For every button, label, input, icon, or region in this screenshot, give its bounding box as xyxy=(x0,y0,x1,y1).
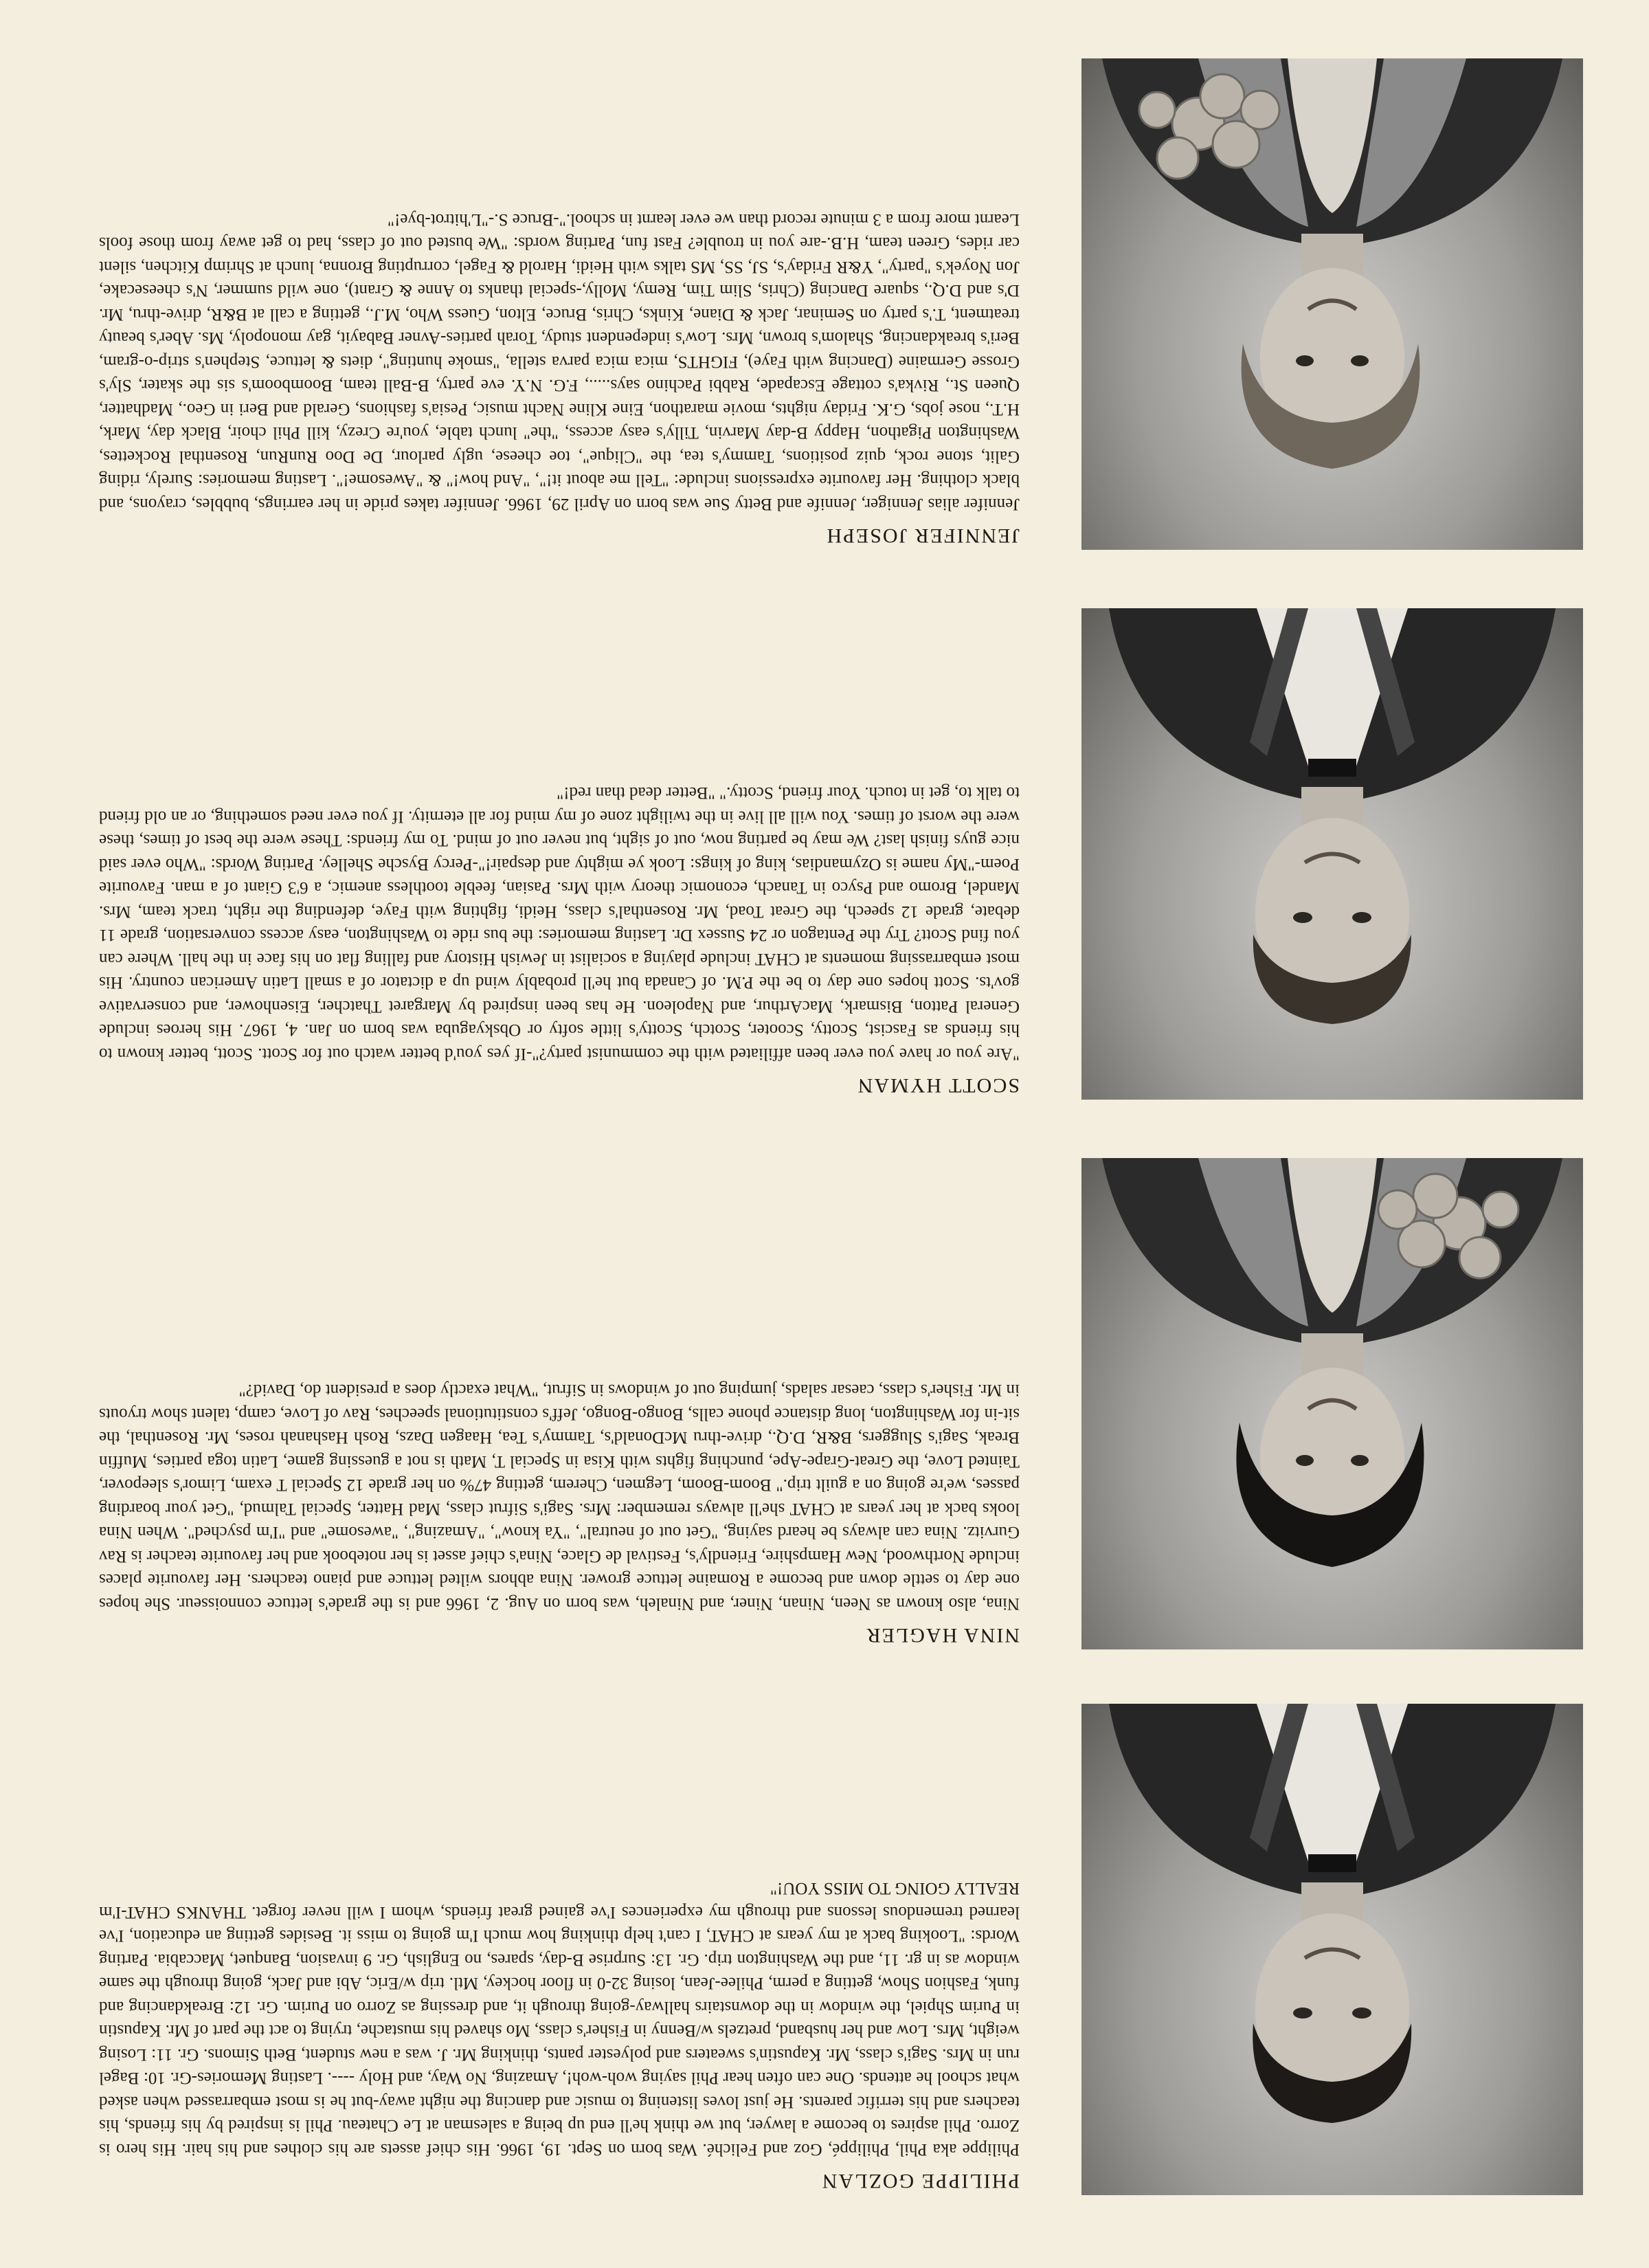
graduate-text xyxy=(99,781,1020,1107)
graduate-name: JENNIFER JOSEPH xyxy=(825,524,1020,547)
graduate-name: SCOTT HYMAN xyxy=(856,1074,1020,1097)
graduate-name: NINA HAGLER xyxy=(865,1624,1020,1647)
portrait-illustration xyxy=(1081,58,1583,550)
graduate-entry-scott-hyman xyxy=(99,605,1583,1107)
graduate-entry-jennifer-joseph xyxy=(99,55,1583,557)
graduate-entry-philippe-gozlan xyxy=(99,1700,1583,2202)
graduate-text xyxy=(99,1876,1020,2202)
portrait-illustration xyxy=(1081,1704,1583,2195)
graduate-text xyxy=(99,1378,1020,1656)
portrait-photo xyxy=(1081,1704,1583,2195)
graduate-bio: Philippe aka Phil, Philippé, Goz and Feliché. Was born on Sept. 19, 1966. His chief assets are his clothes and his hair. His hero is Zorro. Phil aspires to become a lawyer, but we think he'll end up being a salesman at Le Chateau. Phil is inspired by his friends, his teachers and his terrific parents. He just loves listening to music and dancing the night away-but he is most embarrassed when asked what school he attends. One can often hear Phil saying woh-woh!, Amazing, No Way, and Holy ----. Lasting Memories-Gr. 10: Bagel run in Mrs. Sagi's class, Mr. Kapustin's sweaters and polyester pants, thinking Mr. J. was a new student, Beth Simons. Gr. 11: Losing weight, Mrs. Low and her husband, pretzels w/Benny in Fisher's class, Mo shaved his mustache, trying to act the part of Mr. Kapustin in Purim Shpiel, the window in the downstairs hallway-going through it, and dressing as Zorro on Purim. Gr. 12: Breakdancing and funk, Fashion Show, getting a perm, Philee-Jean, losing 32-0 in floor hockey, Mtl. trip w/Eric, Abi and Jack, going through the same window as in gr. 11, and the Washington trip. Gr. 13: Surprise B-day, spares, no English, Gr. 9 invasion, Banquet, Maccabia. Parting Words: "Looking back at my years at CHAT, I can't help thinking how much I'm going to miss it. Besides getting an education, I've learned tremendous lessons and through my experiences I've gained great friends, whom I will never forget. THANKS CHAT-I'm REALLY GOING TO MISS YOU!" xyxy=(99,1879,1020,2159)
portrait-photo xyxy=(1081,608,1583,1100)
graduate-bio: Jennifer alias Jenniger, Jennife and Betty Sue was born on April 29, 1966. Jennifer takes pride in her earrings, bubbles, crayons, and black clothing. Her favourite expressions include: "Tell me about it!", "And how!" & "Awesome!". Lasting memories: Surely, riding Galit, stone rock, quiz positions, Tammy's tea, the "Clique", toe cheese, ugly parlour, De Doo RunRun, Rosenthal Rockettes, Washington Pigathon, Happy B-day Marvin, Tilly's easy access, "the" lunch table, you're Crezy, kill Phil choir, Black day, Mark, H.T., nose jobs, G.K. Friday nights, movie marathon, Eine Kline Nacht music, Pesia's fashions, Gerald and Beri in Geo., Madhatter, Queen St., Rivka's cottage Escapade, Rabbi Pachino says....., F.G. N.Y. eve party, B-Ball team, Boomboom's sis the skater, Sly's Grosse Germaine (Dancing with Faye), FIGHTS, mica mica parva stella, "smoke hunting", diets & lettuce, Stephen's strip-o-gram, Beri's breakdancing, Shalom's brown, Mrs. Low's independent study, Torah parties-Avner Babayit, gay monopoly, Ms. Aber's beauty treatment, T.'s party on Seminar, Jack & Diane, Kinks, Chris, Bruce, Elton, Guess Who, M.J., getting a call at B&R, drive-thru, Mr. D's and D.Q., square Dancing (Chris, Slim Tim, Remy, Molly,-special thanks to Anne & Grant), one wild summer, N's cheesecake, Jon Noyek's "party", Y&R Friday's, SJ, SS, MS talks with Heidi, Harold & Fagel, corrupting Bronna, lunch at Shrimp Kitchen, silent car rides, Green team, H.B.-are you in trouble? Fast fun, Parting words: "We busted out of class, had to get away from those fools Learnt more from a 3 minute record than we ever learnt in school."-Bruce S.-"L'hitrot-bye!" xyxy=(99,210,1020,513)
graduate-entry-nina-hagler xyxy=(99,1155,1583,1656)
portrait-photo xyxy=(1081,1158,1583,1649)
graduate-bio: "Are you or have you ever been affiliated with the communist party?"-If yes you'd better watch out for Scott. Scott, better known to his friends as Fascist, Scotty, Scooter, Scotch, Scotty's little softy or Obskyaguba was born on Jan. 4, 1967. His heroes include General Patton, Bismark, MacArthur, and Napoleon. He has been inspired by Margaret Thatcher, Eisenhower, and conservative gov'ts. Scott hopes one day to be the P.M. of Canada but he'll probably wind up a dictator of a small Latin American country. His most embarrassing moments at CHAT include playing a socialist in Jewish History and falling flat on his face in the hall. Where can you find Scott? Try the Pentagon or 24 Sussex Dr. Lasting memories: the bus ride to Washington, easy access conversation, grade 11 debate, grade 12 speech, the Great Toad, Mr. Rosenthal's class, Heidi, fighting with Faye, defending the right, track team, Mrs. Mandel, Bromo and Psyco in Tanach, economic theory with Mrs. Pasian, feeble toothless anemic, a 6'3 Giant of a man. Favourite Poem-"My name is Ozymandias, king of kings: Look ye mighty and despair!"-Percy Bysche Shelley. Parting Words: "Who ever said nice guys finish last? We may be parting now, out of sight, but never out of mind. To my friends: These were the best of times, these were the worst of times. You will all live in the twilight zone of my mind for all eternity. If you ever need something, or an old friend to talk to, get in touch. Your friend, Scotty." "Better dead than red!" xyxy=(99,783,1020,1063)
portrait-illustration xyxy=(1081,608,1583,1100)
graduate-text xyxy=(99,208,1020,557)
graduate-bio: Nina, also known as Neen, Ninan, Niner, and Ninaleh, was born on Aug. 2, 1966 and is the grade's lettuce connoisseur. She hopes one day to settle down and become a Romaine lettuce grower. Nina abhors wilted lettuce and piano teachers. Her favourite places include Northwood, New Hampshire, Friendly's, Festival de Glace, Nina's chief asset is her notebook and her favourite teacher is Rav Gurvitz. Nina can always be heard saying, "Get out of neutral", "Ya know", "Amazing", "awesome" and "I'm psyched". When Nina looks back at her years at CHAT she'll always remember: Mrs. Sagi's Sifrut class, Mad Hatter, Special Talmud, "Get your boarding passes, we're going on a guilt trip." Boom-Boom, Legmen, Cherem, getting 47% on her grade 12 Special T exam, Limor's sleepover, Tainted Love, the Great-Grape-Ape, punching fights with Kisa in Special T, Math is not a guessing game, Latin toga parties, Muffin Break, Sagi's Sluggers, B&R, D.Q., drive-thru McDonald's, Tammy's Tea, Haagen Dazs, Rosh Hashanah roses, Mr. Rosenthal, the sit-in for Washington, long distance phone calls, Bongo-Bongo, Jeff's constitutional speeches, Rav of Love, camp, talent show tryouts in Mr. Fisher's class, caesar salads, jumping out of windows in Sifrut, "What exactly does a president do, David?" xyxy=(99,1381,1020,1613)
portrait-photo xyxy=(1081,58,1583,550)
portrait-illustration xyxy=(1081,1158,1583,1649)
graduate-name: PHILIPPE GOZLAN xyxy=(820,2170,1020,2192)
